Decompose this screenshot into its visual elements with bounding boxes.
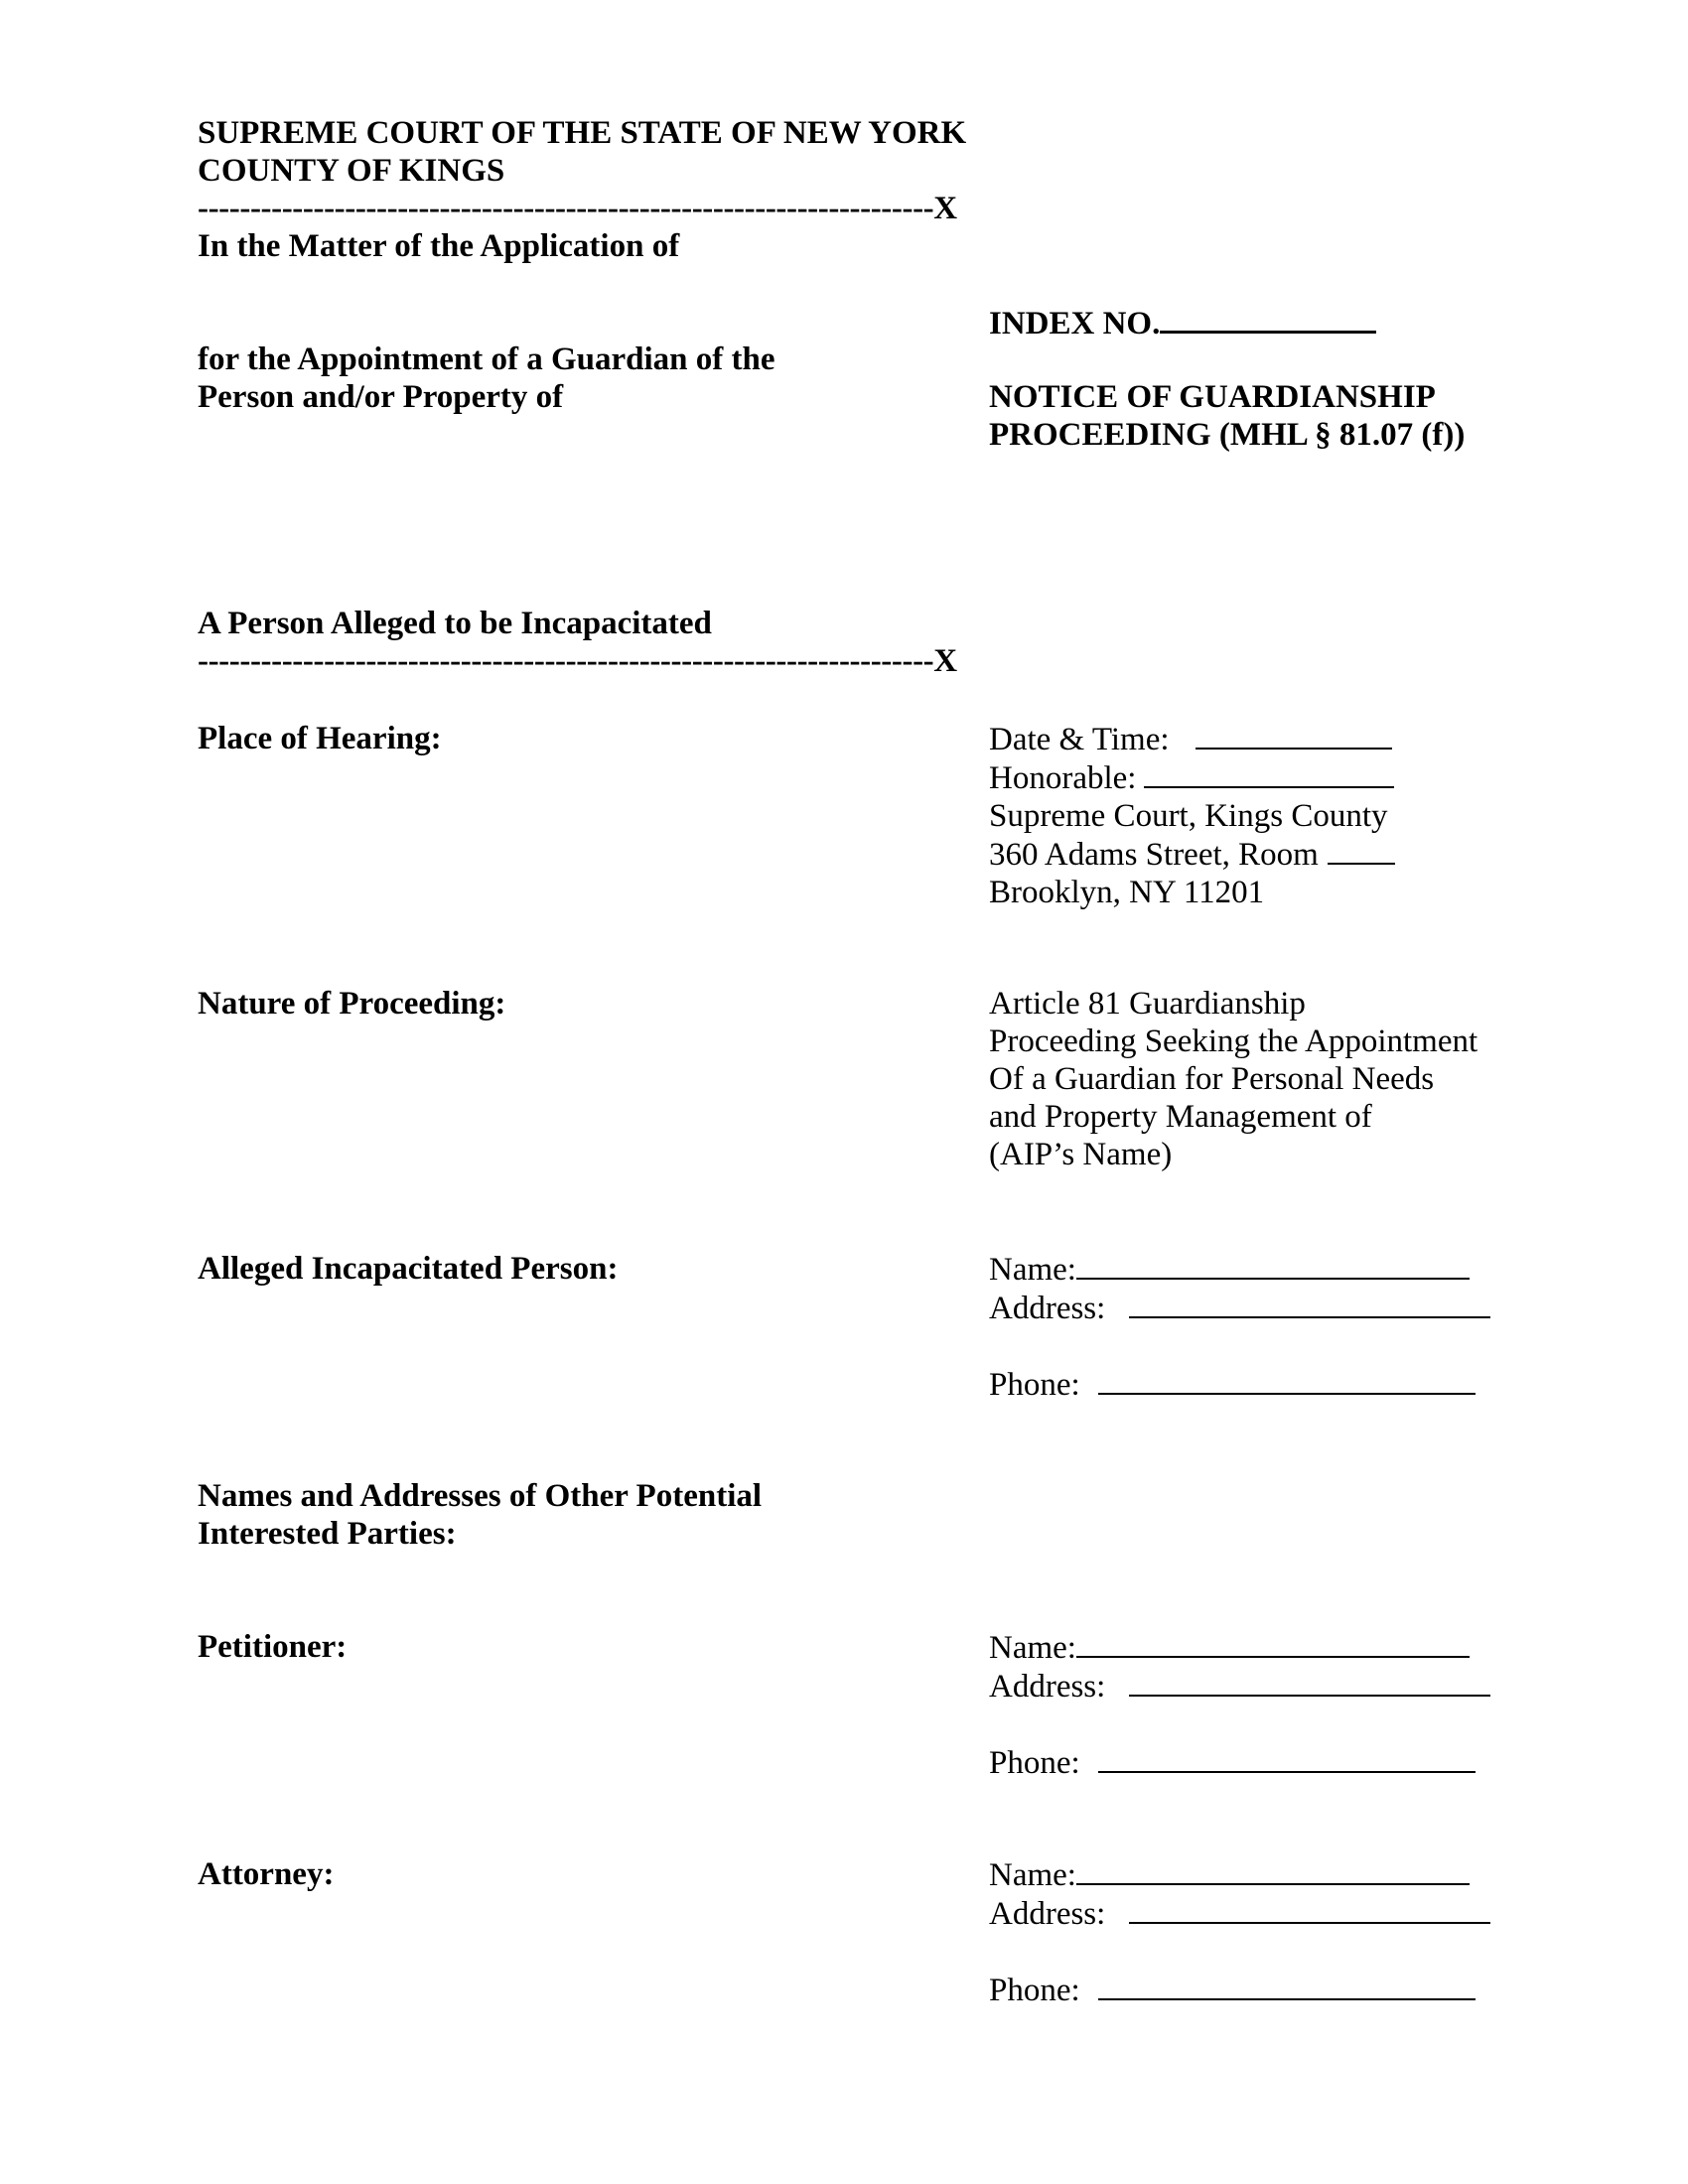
- nature-line: Article 81 Guardianship: [989, 986, 1306, 1022]
- caption-divider-top: ----------------------------------------------------------------------X: [198, 191, 957, 226]
- attorney-contact-block: [989, 1855, 1490, 2009]
- hearing-details: [989, 720, 1395, 911]
- aip-label: Alleged Incapacitated Person:: [198, 1251, 619, 1287]
- date-time-label: Date & Time:: [989, 722, 1170, 757]
- appointment-line-1: for the Appointment of a Guardian of the: [198, 341, 775, 377]
- nature-line: Of a Guardian for Personal Needs: [989, 1061, 1435, 1097]
- attorney-phone-blank[interactable]: [1098, 1971, 1476, 2000]
- aip-name-label: Name:: [989, 1252, 1076, 1288]
- petitioner-address-label: Address:: [989, 1669, 1106, 1705]
- honorable-row: [989, 758, 1395, 797]
- petitioner-contact-block: [989, 1628, 1490, 1782]
- appointment-line-2: Person and/or Property of: [198, 379, 564, 415]
- room-number-blank[interactable]: [1328, 835, 1395, 865]
- place-of-hearing-label: Place of Hearing:: [198, 721, 442, 756]
- petitioner-name-label: Name:: [989, 1630, 1076, 1666]
- interested-parties-heading: [198, 1477, 762, 1553]
- nature-line: and Property Management of: [989, 1099, 1372, 1135]
- aip-caption-label: A Person Alleged to be Incapacitated: [198, 606, 712, 641]
- honorable-label: Honorable:: [989, 760, 1137, 796]
- aip-name-blank[interactable]: [1076, 1250, 1470, 1280]
- petitioner-label: Petitioner:: [198, 1629, 348, 1665]
- aip-phone-row: [989, 1365, 1490, 1404]
- attorney-address-row: [989, 1894, 1490, 1933]
- aip-contact-block: [989, 1250, 1490, 1404]
- matter-of-heading: In the Matter of the Application of: [198, 228, 680, 264]
- attorney-name-blank[interactable]: [1076, 1855, 1470, 1885]
- aip-phone-label: Phone:: [989, 1367, 1080, 1403]
- petitioner-address-row: [989, 1667, 1490, 1706]
- appointment-text: [198, 341, 775, 416]
- county-name: COUNTY OF KINGS: [198, 153, 505, 189]
- hearing-address-row: [989, 835, 1395, 874]
- court-name: SUPREME COURT OF THE STATE OF NEW YORK: [198, 115, 967, 151]
- attorney-name-row: [989, 1855, 1490, 1894]
- aip-address-row: [989, 1289, 1490, 1327]
- petitioner-address-blank[interactable]: [1129, 1667, 1490, 1697]
- petitioner-name-row: [989, 1628, 1490, 1667]
- hearing-city: Brooklyn, NY 11201: [989, 875, 1265, 910]
- aip-address-label: Address:: [989, 1291, 1106, 1326]
- nature-of-proceeding-label: Nature of Proceeding:: [198, 986, 506, 1022]
- date-time-row: [989, 720, 1395, 758]
- interested-parties-line-2: Interested Parties:: [198, 1516, 457, 1552]
- hearing-address: 360 Adams Street, Room: [989, 837, 1319, 873]
- attorney-phone-row: [989, 1971, 1490, 2009]
- notice-title-line-1: NOTICE OF GUARDIANSHIP: [989, 379, 1436, 415]
- date-time-blank[interactable]: [1196, 720, 1392, 750]
- attorney-label: Attorney:: [198, 1856, 335, 1892]
- index-number: [989, 303, 1376, 342]
- petitioner-phone-row: [989, 1743, 1490, 1782]
- attorney-address-label: Address:: [989, 1896, 1106, 1932]
- court-header: [198, 114, 966, 190]
- aip-phone-blank[interactable]: [1098, 1365, 1476, 1395]
- petitioner-name-blank[interactable]: [1076, 1628, 1470, 1658]
- attorney-address-blank[interactable]: [1129, 1894, 1490, 1924]
- attorney-phone-label: Phone:: [989, 1973, 1080, 2008]
- hearing-court-name: Supreme Court, Kings County: [989, 798, 1388, 834]
- interested-parties-line-1: Names and Addresses of Other Potential: [198, 1478, 763, 1514]
- nature-line: (AIP’s Name): [989, 1137, 1173, 1172]
- index-label: INDEX NO.: [989, 306, 1161, 341]
- nature-of-proceeding-text: [989, 985, 1477, 1173]
- aip-address-blank[interactable]: [1129, 1289, 1490, 1318]
- nature-line: Proceeding Seeking the Appointment: [989, 1024, 1478, 1059]
- caption-divider-bottom: ----------------------------------------------------------------------X: [198, 643, 957, 679]
- notice-title-line-2: PROCEEDING (MHL § 81.07 (f)): [989, 417, 1466, 453]
- notice-title: [989, 378, 1465, 454]
- attorney-name-label: Name:: [989, 1857, 1076, 1893]
- honorable-blank[interactable]: [1144, 758, 1394, 788]
- petitioner-phone-blank[interactable]: [1098, 1743, 1476, 1773]
- index-number-blank[interactable]: [1160, 303, 1376, 334]
- petitioner-phone-label: Phone:: [989, 1745, 1080, 1781]
- aip-name-row: [989, 1250, 1490, 1289]
